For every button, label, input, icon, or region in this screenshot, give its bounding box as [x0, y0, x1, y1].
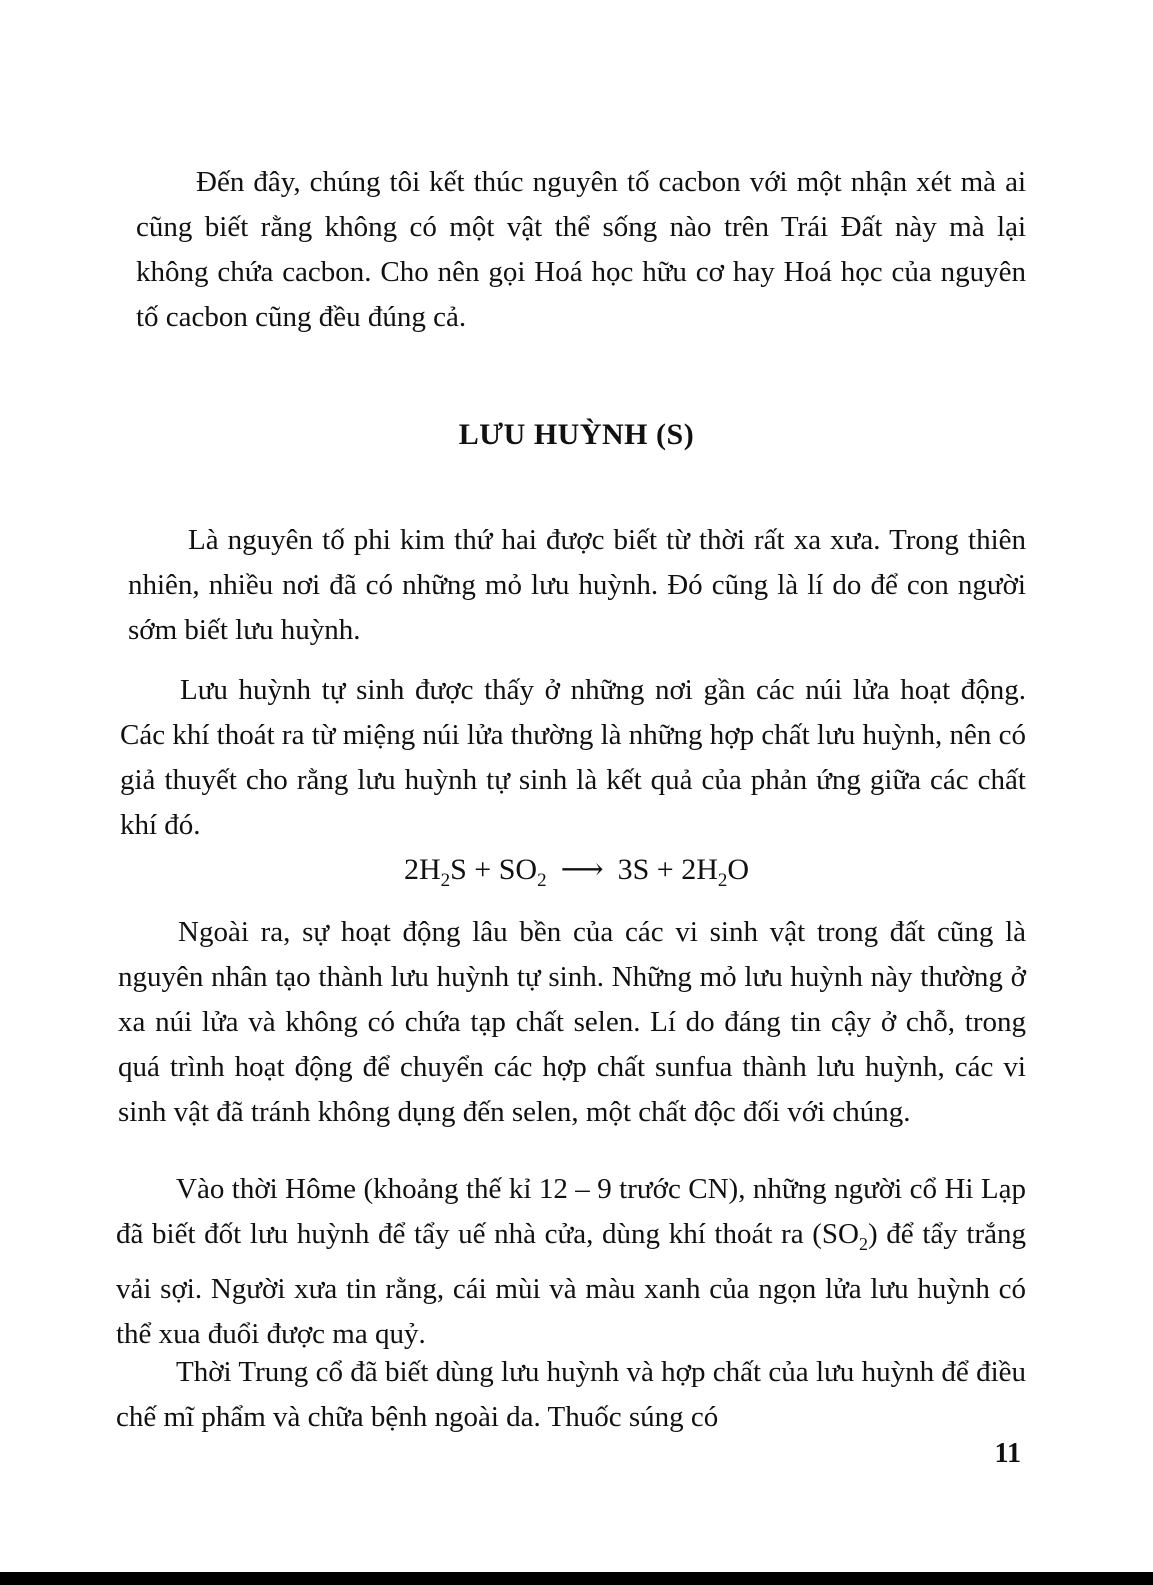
section-heading: LƯU HUỲNH (S)	[458, 418, 695, 451]
paragraph-volcanic-sulfur: Lưu huỳnh tự sinh được thấy ở những nơi gần các núi lửa hoạt động. Các khí thoát ra từ miệng núi lửa thường là những hợp chất lưu huỳnh, nên có giả thuyết cho rằng lưu huỳnh tự sinh là kết quả của phản ứng giữa các chất khí đó.	[120, 674, 1026, 841]
equation-plus: +	[656, 853, 674, 886]
page-number: 11	[994, 1438, 1021, 1469]
equation-product-2: $2H_2O$	[681, 853, 750, 891]
paragraph-sulfur-origin: Là nguyên tố phi kim thứ hai được biết từ thời rất xa xưa. Trong thiên nhiên, nhiều nơi đã có những mỏ lưu huỳnh. Đó cũng là lí do để con người sớm biết lưu huỳnh.	[128, 524, 1026, 646]
reaction-arrow-icon: ⟶	[560, 853, 604, 886]
paragraph-microbial-sulfur: Ngoài ra, sự hoạt động lâu bền của các vi sinh vật trong đất cũng là nguyên nhân tạo thành lưu huỳnh tự sinh. Những mỏ lưu huỳnh này thường ở xa núi lửa và không có chứa tạp chất selen. Lí do đáng tin cậy ở chỗ, trong quá trình hoạt động để chuyển các hợp chất sunfua thành lưu huỳnh, các vi sinh vật đã tránh không dụng đến selen, một chất độc đối với chúng.	[118, 916, 1026, 1128]
scan-edge-bar	[0, 1572, 1153, 1585]
equation-reactant-2: $SO_2$	[498, 853, 547, 891]
equation-product-1: 3S	[617, 853, 650, 886]
chemical-equation	[0, 852, 1153, 892]
paragraph-middle-ages: Thời Trung cổ đã biết dùng lưu huỳnh và hợp chất của lưu huỳnh để điều chế mĩ phẩm và chữa bệnh ngoài da. Thuốc súng có	[116, 1356, 1026, 1433]
paragraph-homer-era: Vào thời Hôme (khoảng thế kỉ 12 – 9 trước CN), những người cổ Hi Lạp đã biết đốt lưu huỳnh để tẩy uế nhà cửa, dùng khí thoát ra $(SO_2)$ để tẩy trắng vải sợi. Người xưa tin rằng, cái mùi và màu xanh của ngọn lửa lưu huỳnh có thể xua đuổi được ma quỷ.	[116, 1173, 1027, 1350]
paragraph-carbon-conclusion: Đến đây, chúng tôi kết thúc nguyên tố cacbon với một nhận xét mà ai cũng biết rằng không có một vật thể sống nào trên Trái Đất này mà lại không chứa cacbon. Cho nên gọi Hoá học hữu cơ hay Hoá học của nguyên tố cacbon cũng đều đúng cả.	[136, 166, 1026, 333]
equation-reactant-1: $2H_2S$	[403, 853, 467, 891]
equation-plus: +	[474, 853, 492, 886]
